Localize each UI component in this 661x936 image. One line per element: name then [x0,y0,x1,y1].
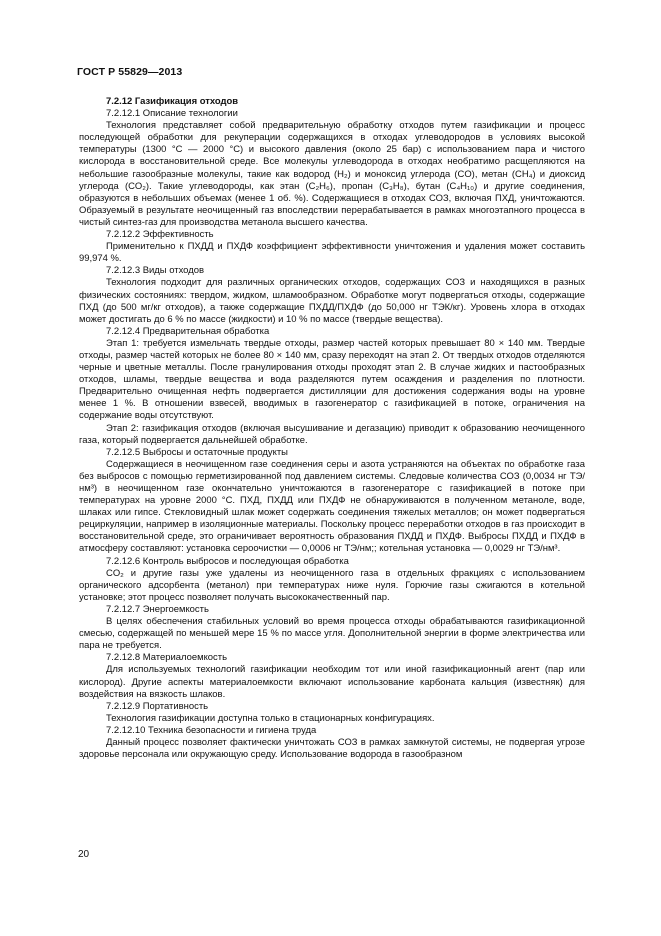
paragraph: Данный процесс позволяет фактически уничтожать СОЗ в рамках замкнутой системы, не подвергая угрозе здоровье персонала или окружающую среду. Использование водорода в газообразном [79,736,585,761]
paragraph: Этап 1: требуется измельчать твердые отходы, размер частей которых превышает 80 × 140 мм. Твердые отходы, размер частей которых не более 80 × 140 мм, сразу переходят на этап 2. От твердых отходов отделяются черные и цветные металлы. После гранулирования отходы проходят этап 2. В случае жидких и пастообразных отходов, шламы, твердые вещества и вода разделяются путем осаждения и разделения по плотности. Предварительно очищенная нефть подвергается дистилляции для достижения содержания воды на уровне менее 1 %. В отношении взвесей, вводимых в газогенератор с газификацией в потоке, ограничения на содержание воды отсутствуют. [79,337,585,422]
paragraph: В целях обеспечения стабильных условий во время процесса отходы обрабатываются газификационной смесью, содержащей по меньшей мере 15 % по массе угля. Дополнительной энергии в форме электричества или пара не требуется. [79,616,585,652]
subsection-title: 7.2.12.3 Виды отходов [106,265,204,277]
subsection-title: 7.2.12.2 Эффективность [106,229,214,241]
paragraph: Технология представляет собой предварительную обработку отходов путем газификации и процесс последующей обработки для рекуперации содержащихся в отходах углеводородов в условиях высокой температуры (1300 °С — 2000 °С) и высокого давления (около 25 бар) с использованием пара и чистого кислорода в восстановительной среде. Все молекулы углеводорода в отходах необратимо расщепляются на небольшие газообразные молекулы, такие как водород (H₂) и моноксид углерода (CO), метан (CH₄) и диоксид углерода (CO₂). Такие углеводороды, как этан (C₂H₆), пропан (C₃H₈), бутан (C₄H₁₀) и другие соединения, образуются в небольших объемах (менее 1 об. %). Содержащиеся в отходах СОЗ, включая ПХД, уничтожаются. Образуемый в результате неочищенный газ впоследствии перерабатывается в рамках многоэтапного процесса в чистый синтез-газ для производства метанола высшего качества. [79,120,585,228]
subsection-title: 7.2.12.4 Предварительная обработка [106,325,270,337]
paragraph: Этап 2: газификация отходов (включая высушивание и дегазацию) приводит к образованию неочищенного газа, который подвергается дальнейшей обработке. [79,422,585,446]
subsection-title: 7.2.12.5 Выбросы и остаточные продукты [106,446,288,458]
paragraph: Технология подходит для различных органических отходов, содержащих СОЗ и находящихся в разных физических состояниях: твердом, жидком, шламообразном. Обработке могут подвергаться отходы, содержащие ПХД (до 500 мг/кг отходов), а также содержащие ПХДД/ПХДФ (до 50,000 нг ТЭК/кг). Уровень хлора в отходах может достигать до 6 % по массе (жидкости) и 10 % по массе (твердые вещества). [79,277,585,325]
paragraph: Применительно к ПХДД и ПХДФ коэффициент эффективности уничтожения и удаления может составить 99,974 %. [79,241,585,265]
subsection-title: 7.2.12.10 Техника безопасности и гигиена труда [106,724,317,736]
paragraph: Технология газификации доступна только в стационарных конфигурациях. [106,712,435,724]
subsection-title: 7.2.12.8 Материалоемкость [106,652,228,664]
paragraph: Содержащиеся в неочищенном газе соединения серы и азота устраняются на объектах по обработке газа без выбросов с помощью герметизированной под давлением системы. Следовые количества СОЗ (0,0034 нг ТЭ/нм³) в неочищенном газе окончательно уничтожаются в газогенераторе с газификацией в потоке при температурах на уровне 2000 °С. ПХД, ПХДД или ПХДФ не обнаруживаются в полученном метаноле, воде, шлаках или гипсе. Стекловидный шлак может содержать соединения тяжелых металлов; он может подвергаться рециркуляции, например в изоляционные материалы. Поскольку процесс переработки отходов в газ происходит в восстановительной среде, это ограничивает вероятность образования ПХДД и ПХДФ. Выбросы ПХДД и ПХДФ в атмосферу составляют: установка сероочистки — 0,0006 нг ТЭ/нм;; котельная установка — 0,0029 нг ТЭ/нм³. [79,458,585,555]
subsection-title: 7.2.12.7 Энергоемкость [106,603,209,615]
subsection-title: 7.2.12.1 Описание технологии [106,108,238,120]
subsection-title: 7.2.12.9 Портативность [106,700,209,712]
subsection-title: 7.2.12.6 Контроль выбросов и последующая обработка [106,555,349,567]
document-header: ГОСТ Р 55829—2013 [77,66,183,78]
paragraph: Для используемых технологий газификации необходим тот или иной газификационный агент (пар или кислород). Другие аспекты материалоемкости включают использование карбоната кальция (известняк) для воздействия на вязкость шлаков. [79,664,585,700]
section-heading: 7.2.12 Газификация отходов [106,96,239,107]
paragraph: CO₂ и другие газы уже удалены из неочищенного газа в отдельных фракциях с использованием органического адсорбента (метанол) при температурах ниже нуля. Горючие газы сжигаются в котельной установке; этот процесс позволяет получать высококачественный пар. [79,567,585,603]
page-number: 20 [78,849,90,860]
document-body [79,96,585,761]
